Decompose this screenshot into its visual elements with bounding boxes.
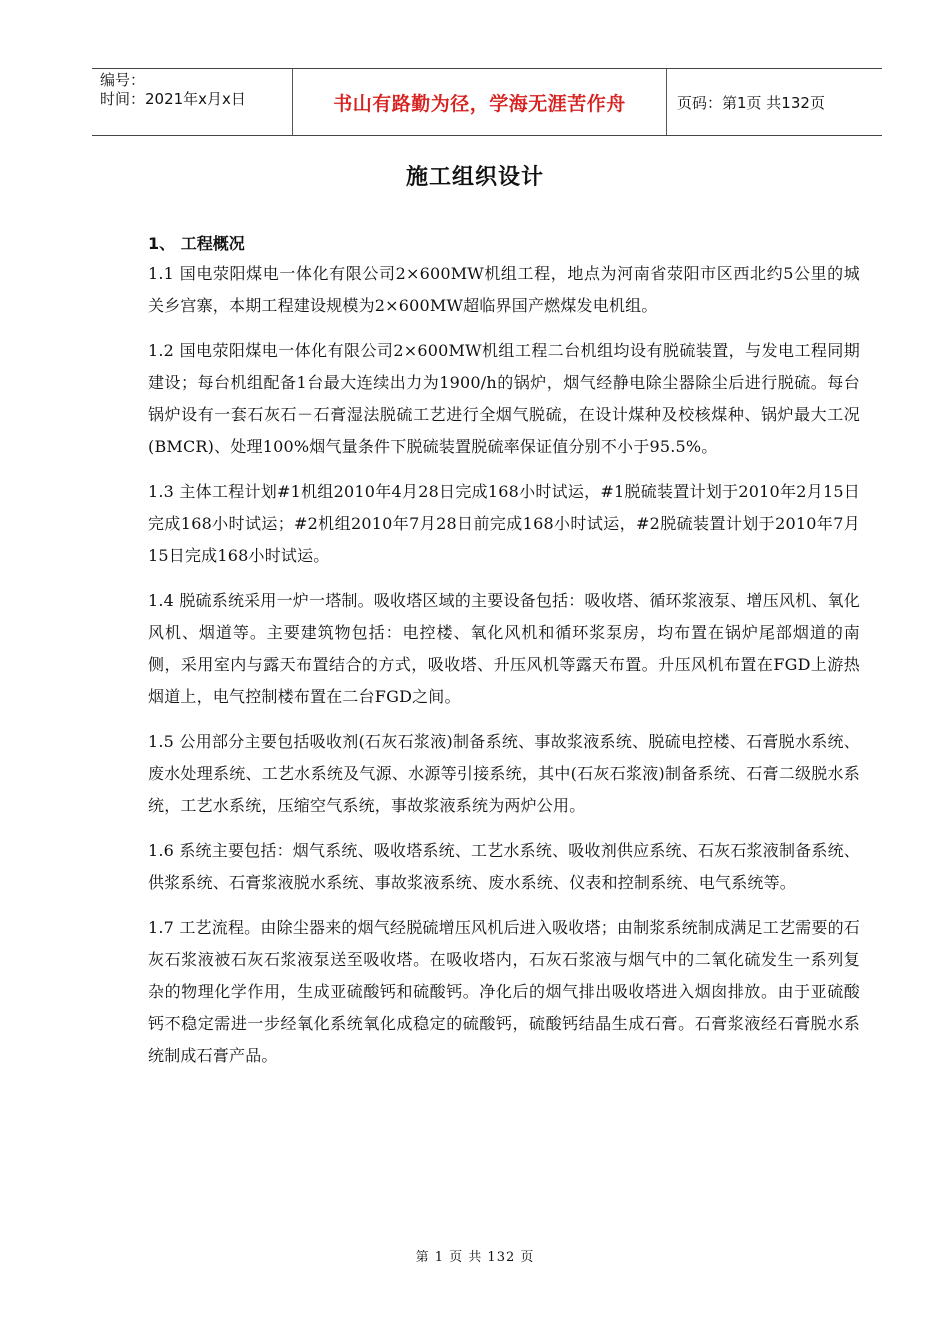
page-footer: 第 1 页 共 132 页	[415, 1250, 535, 1265]
header-page-cell	[667, 69, 882, 135]
paragraph-1-4: 1.4 脱硫系统采用一炉一塔制。吸收塔区域的主要设备包括：吸收塔、循环浆液泵、增压风机、氧化风机、烟道等。主要建筑物包括：电控楼、氧化风机和循环浆泵房，均布置在锅炉尾部烟道的南侧，采用室内与露天布置结合的方式，吸收塔、升压风机等露天布置。升压风机布置在FGD上游热烟道上，电气控制楼布置在二台FGD之间。	[148, 591, 860, 706]
paragraph-1-2: 1.2 国电荥阳煤电一体化有限公司2×600MW机组工程二台机组均设有脱硫装置，与发电工程同期建设；每台机组配备1台最大连续出力为1900/h的锅炉，烟气经静电除尘器除尘后进行脱硫。每台锅炉设有一套石灰石－石膏湿法脱硫工艺进行全烟气脱硫，在设计煤种及校核煤种、锅炉最大工况(BMCR)、处理100%烟气量条件下脱硫装置脱硫率保证值分别不小于95.5%。	[148, 341, 860, 456]
paragraph-1-7: 1.7 工艺流程。由除尘器来的烟气经脱硫增压风机后进入吸收塔；由制浆系统制成满足工艺需要的石灰石浆液被石灰石浆液泵送至吸收塔。在吸收塔内，石灰石浆液与烟气中的二氧化硫发生一系列复杂的物理化学作用，生成亚硫酸钙和硫酸钙。净化后的烟气排出吸收塔进入烟囱排放。由于亚硫酸钙不稳定需进一步经氧化系统氧化成稳定的硫酸钙，硫酸钙结晶生成石膏。石膏浆液经石膏脱水系统制成石膏产品。	[148, 918, 860, 1065]
document-number: 编号：	[100, 71, 146, 89]
header-meta	[92, 69, 293, 135]
header-motto-cell	[293, 69, 667, 135]
header-table	[92, 68, 882, 136]
paragraph-1-5: 1.5 公用部分主要包括吸收剂(石灰石浆液)制备系统、事故浆液系统、脱硫电控楼、石膏脱水系统、废水处理系统、工艺水系统及气源、水源等引接系统，其中(石灰石浆液)制备系统、石膏二级脱水系统，工艺水系统，压缩空气系统，事故浆液系统为两炉公用。	[148, 732, 860, 815]
document-body	[148, 230, 860, 1085]
header-page-info: 页码：第1页 共132页	[677, 93, 825, 112]
paragraph-1-3: 1.3 主体工程计划#1机组2010年4月28日完成168小时试运，#1脱硫装置计划于2010年2月15日完成168小时试运；#2机组2010年7月28日前完成168小时试运，#2脱硫装置计划于2010年7月15日完成168小时试运。	[148, 482, 860, 565]
header-motto: 书山有路勤为径，学海无涯苦作舟	[333, 92, 626, 115]
paragraph-1-6: 1.6 系统主要包括：烟气系统、吸收塔系统、工艺水系统、吸收剂供应系统、石灰石浆液制备系统、供浆系统、石膏浆液脱水系统、事故浆液系统、废水系统、仪表和控制系统、电气系统等。	[148, 841, 860, 892]
document-title: 施工组织设计	[405, 165, 544, 190]
document-time: 时间：2021年x月x日	[100, 90, 246, 108]
paragraph-1-1: 1.1 国电荥阳煤电一体化有限公司2×600MW机组工程，地点为河南省荥阳市区西北约5公里的城关乡宫寨，本期工程建设规模为2×600MW超临界国产燃煤发电机组。	[148, 264, 860, 315]
section-heading: 1、 工程概况	[148, 234, 245, 253]
